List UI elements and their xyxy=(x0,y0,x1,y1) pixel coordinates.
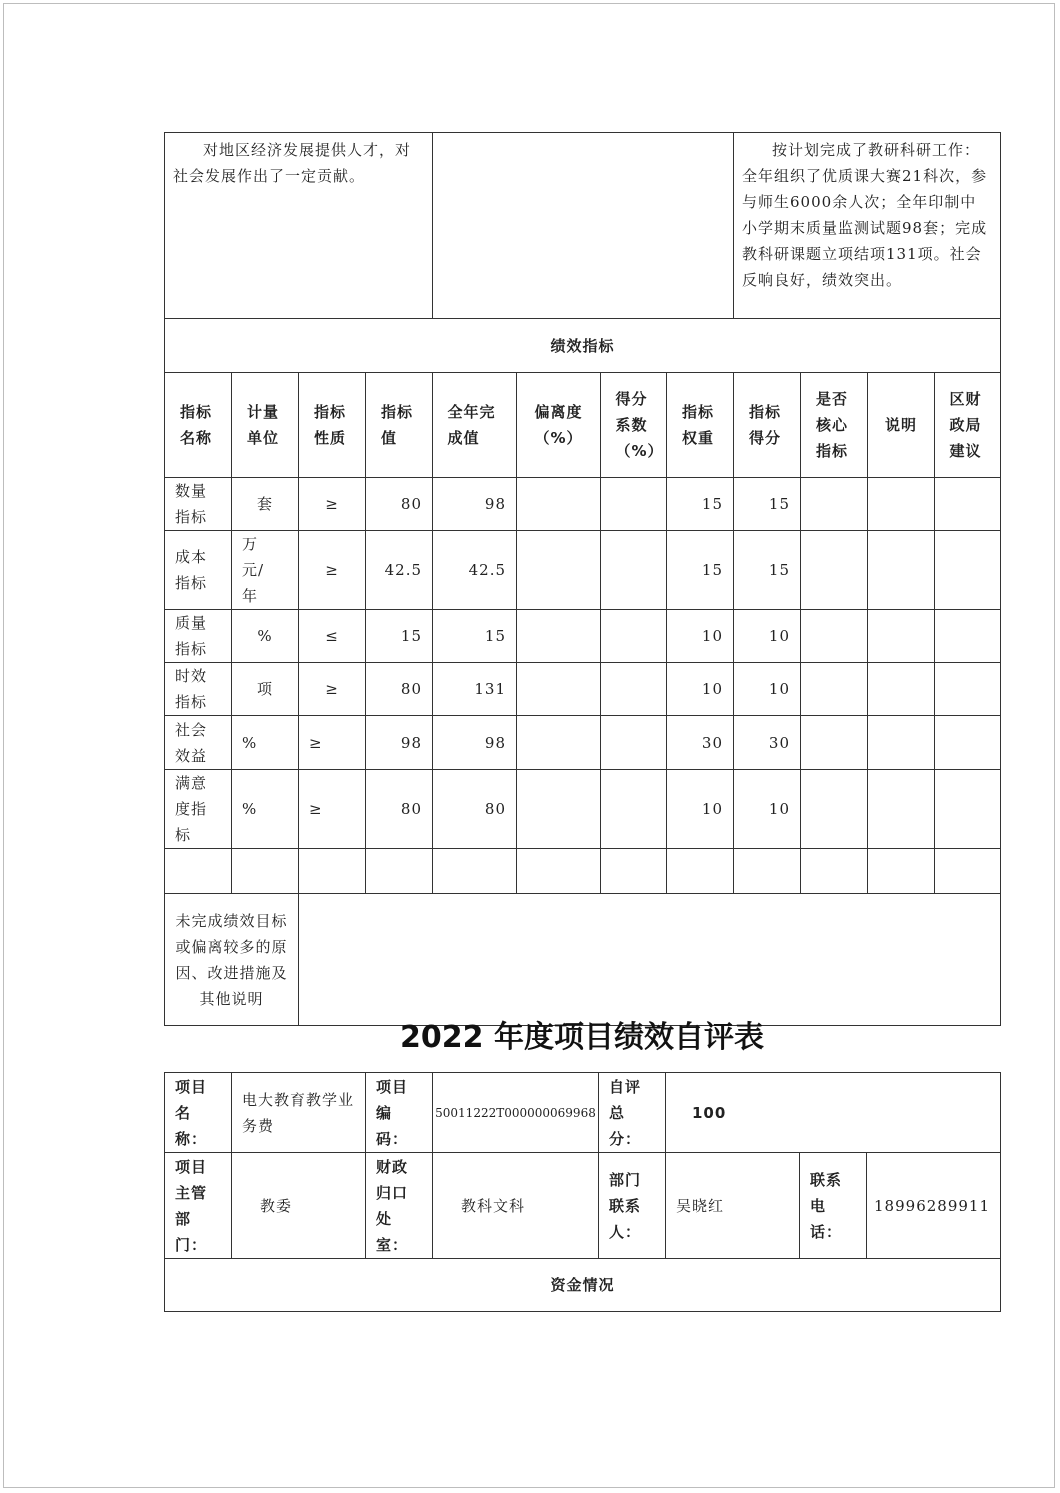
advice-cell xyxy=(935,610,1001,663)
table-row xyxy=(165,531,1001,610)
deviation-cell xyxy=(517,770,601,849)
nature-cell: ≤ xyxy=(299,610,366,663)
coefficient-cell xyxy=(601,478,667,531)
performance-table xyxy=(164,132,1001,1026)
dept-label: 项目主管部门： xyxy=(175,1157,208,1254)
project-name-value: 电大教育教学业务费 xyxy=(232,1073,366,1153)
deviation-cell xyxy=(517,716,601,770)
col-header-deviation: 偏离度（%） xyxy=(534,403,583,447)
table-row xyxy=(165,663,1001,716)
score-cell: 10 xyxy=(734,610,801,663)
indicator-name: 质量指标 xyxy=(175,614,208,658)
target-cell: 80 xyxy=(366,770,433,849)
score-cell: 15 xyxy=(734,531,801,610)
score-cell: 10 xyxy=(734,663,801,716)
project-info-frame xyxy=(164,1072,1000,1312)
col-header-target: 指标值 xyxy=(381,403,414,447)
weight-cell: 10 xyxy=(667,770,734,849)
col-header-note: 说明 xyxy=(885,416,918,434)
nature-cell: ≥ xyxy=(299,716,366,770)
summary-right-cell: 按计划完成了教研科研工作：全年组织了优质课大赛21科次，参与师生6000余人次；全年印制中小学期末质量监测试题98套；完成教科研课题立项结项131项。社会反响良好，绩效突出。 xyxy=(734,133,1001,319)
nature-cell: ≥ xyxy=(299,770,366,849)
form-title: 2022 年度项目绩效自评表 xyxy=(400,1020,764,1055)
target-cell: 42.5 xyxy=(366,531,433,610)
unit-cell: % xyxy=(232,716,299,770)
deviation-cell xyxy=(517,610,601,663)
phone-value: 18996289911 xyxy=(867,1153,1001,1259)
unit-cell: % xyxy=(232,610,299,663)
summary-left-cell: 对地区经济发展提供人才，对社会发展作出了一定贡献。 xyxy=(165,133,433,319)
table-row xyxy=(165,478,1001,531)
deviation-cell xyxy=(517,663,601,716)
note-cell xyxy=(868,478,935,531)
nature-cell: ≥ xyxy=(299,478,366,531)
weight-cell: 15 xyxy=(667,531,734,610)
actual-cell: 42.5 xyxy=(433,531,517,610)
core-cell xyxy=(801,716,868,770)
core-cell xyxy=(801,531,868,610)
score-cell: 15 xyxy=(734,478,801,531)
phone-label: 联系电话： xyxy=(810,1170,843,1241)
target-cell: 15 xyxy=(366,610,433,663)
finance-office-label: 财政归口处室： xyxy=(376,1157,409,1254)
advice-cell xyxy=(935,770,1001,849)
weight-cell: 10 xyxy=(667,663,734,716)
indicator-name: 成本指标 xyxy=(175,548,208,592)
table-row xyxy=(165,770,1001,849)
funds-section-header: 资金情况 xyxy=(165,1259,1001,1312)
target-cell: 98 xyxy=(366,716,433,770)
col-header-nature: 指标性质 xyxy=(314,403,347,447)
coefficient-cell xyxy=(601,716,667,770)
project-code-label: 项目编码： xyxy=(376,1077,409,1148)
col-header-weight: 指标权重 xyxy=(682,403,715,447)
unit-cell: % xyxy=(232,770,299,849)
target-cell: 80 xyxy=(366,663,433,716)
weight-cell: 10 xyxy=(667,610,734,663)
coefficient-cell xyxy=(601,610,667,663)
project-code-value: 50011222T000000069968 xyxy=(433,1073,599,1153)
actual-cell: 98 xyxy=(433,478,517,531)
actual-cell: 80 xyxy=(433,770,517,849)
advice-cell xyxy=(935,716,1001,770)
performance-table-frame xyxy=(164,132,1000,1026)
finance-office-value: 教科文科 xyxy=(433,1153,599,1259)
project-name-label: 项目名称： xyxy=(175,1077,208,1148)
actual-cell: 15 xyxy=(433,610,517,663)
core-cell xyxy=(801,478,868,531)
project-info-table xyxy=(164,1072,1001,1312)
actual-cell: 98 xyxy=(433,716,517,770)
note-cell xyxy=(868,770,935,849)
nature-cell: ≥ xyxy=(299,663,366,716)
score-cell: 30 xyxy=(734,716,801,770)
advice-cell xyxy=(935,663,1001,716)
core-cell xyxy=(801,610,868,663)
table-row xyxy=(165,610,1001,663)
advice-cell xyxy=(935,478,1001,531)
unit-cell: 项 xyxy=(232,663,299,716)
col-header-unit: 计量单位 xyxy=(247,403,280,447)
coefficient-cell xyxy=(601,531,667,610)
reason-value-cell xyxy=(299,894,1001,1026)
advice-cell xyxy=(935,531,1001,610)
contact-label: 部门联系人： xyxy=(609,1170,642,1241)
core-cell xyxy=(801,770,868,849)
col-header-indicator-name: 指标名称 xyxy=(180,403,213,447)
coefficient-cell xyxy=(601,770,667,849)
target-cell: 80 xyxy=(366,478,433,531)
coefficient-cell xyxy=(601,663,667,716)
actual-cell: 131 xyxy=(433,663,517,716)
nature-cell: ≥ xyxy=(299,531,366,610)
table-row xyxy=(165,716,1001,770)
deviation-cell xyxy=(517,478,601,531)
col-header-actual: 全年完成值 xyxy=(447,403,496,447)
performance-section-header: 绩效指标 xyxy=(165,319,1001,373)
unit-cell: 万元/年 xyxy=(242,535,265,605)
col-header-coefficient: 得分系数（%） xyxy=(615,390,664,460)
note-cell xyxy=(868,610,935,663)
col-header-core: 是否核心指标 xyxy=(816,390,849,460)
weight-cell: 15 xyxy=(667,478,734,531)
col-header-score: 指标得分 xyxy=(749,403,782,447)
score-cell: 10 xyxy=(734,770,801,849)
indicator-name: 满意度指标 xyxy=(175,774,208,844)
self-score-value: 100 xyxy=(666,1073,1001,1153)
core-cell xyxy=(801,663,868,716)
col-header-advice: 区财政局建议 xyxy=(949,390,982,460)
dept-value: 教委 xyxy=(232,1153,366,1259)
deviation-cell xyxy=(517,531,601,610)
indicator-name: 社会效益 xyxy=(175,720,208,765)
empty-row xyxy=(165,849,1001,894)
indicator-name: 时效指标 xyxy=(175,667,208,711)
summary-middle-cell xyxy=(433,133,734,319)
note-cell xyxy=(868,663,935,716)
note-cell xyxy=(868,531,935,610)
contact-value: 吴晓红 xyxy=(666,1153,800,1259)
unit-cell: 套 xyxy=(232,478,299,531)
reason-label-cell: 未完成绩效目标或偏离较多的原因、改进措施及其他说明 xyxy=(165,894,299,1026)
note-cell xyxy=(868,716,935,770)
self-score-label: 自评总分： xyxy=(609,1077,642,1148)
weight-cell: 30 xyxy=(667,716,734,770)
indicator-name: 数量指标 xyxy=(175,482,208,526)
